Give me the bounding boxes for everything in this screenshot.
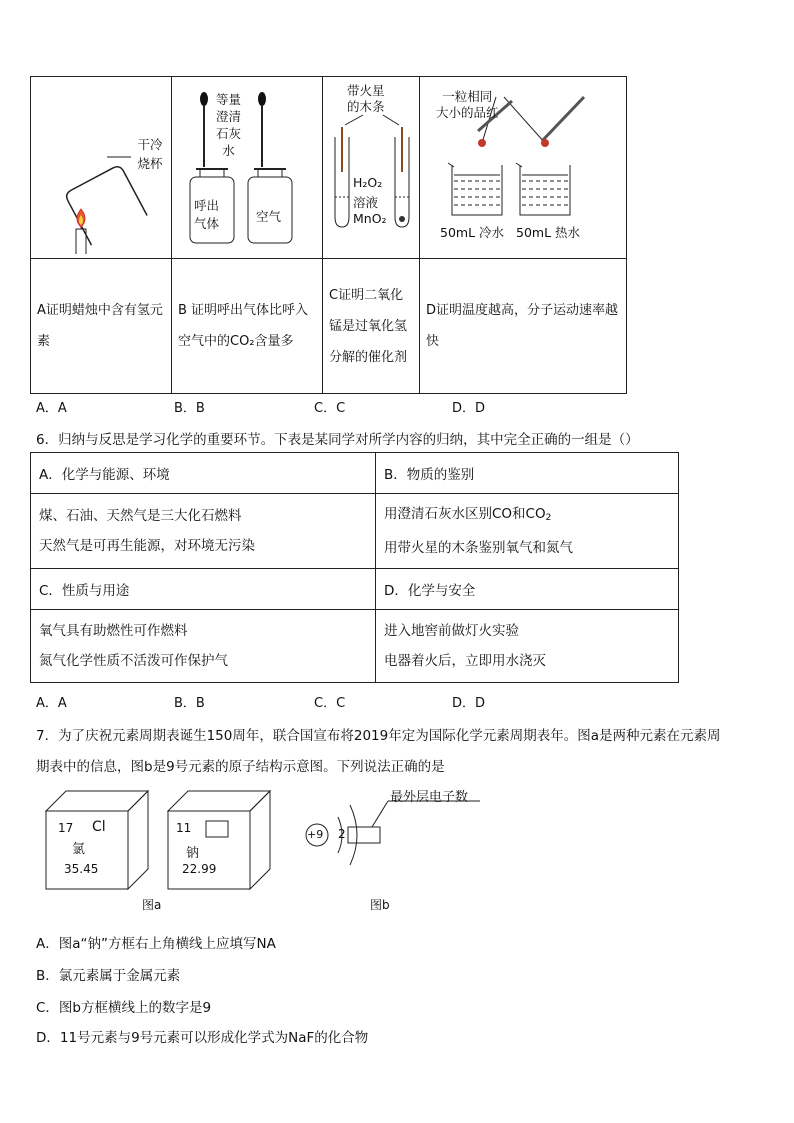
q6-a-line2: 天然气是可再生能源，对环境无污染 <box>39 538 255 554</box>
img-d-beaker1: 50mL 冷水 <box>440 225 505 240</box>
q6-table <box>30 452 679 683</box>
q5-img-d-cell <box>420 77 627 259</box>
q6-option-b[interactable]: B．B <box>174 696 205 711</box>
q6-a-head: A．化学与能源、环境 <box>31 453 376 494</box>
q7-option-b[interactable]: B．氯元素属于金属元素 <box>36 968 181 984</box>
na-mass: 22.99 <box>182 862 217 876</box>
q5-option-a[interactable]: A．A <box>36 401 67 416</box>
q6-option-a[interactable]: A．A <box>36 696 67 711</box>
q7-stem-line2: 期表中的信息，图b是9号元素的原子结构示意图。下列说法正确的是 <box>36 759 445 775</box>
figure-b-label: 图b <box>370 898 390 912</box>
q7-stem-line1: 7．为了庆祝元素周期表诞生150周年，联合国宣布将2019年定为国际化学元素周期表年。图a是两种元素在元素周 <box>36 728 721 744</box>
q5-caption-b: B 证明呼出气体比呼入空气中的CO₂含量多 <box>172 259 323 394</box>
img-c-h2o2: H₂O₂ <box>353 175 383 190</box>
q6-b-line1-text: 用澄清石灰水区别CO和CO <box>384 506 546 522</box>
q5-caption-d: D证明温度越高，分子运动速率越快 <box>420 259 627 394</box>
q5-table <box>30 76 627 394</box>
q6-c-head: C．性质与用途 <box>31 569 376 610</box>
q5-option-d[interactable]: D．D <box>452 401 486 416</box>
q6-d-head: D．化学与安全 <box>376 569 679 610</box>
q6-b-line1 <box>384 499 670 533</box>
q6-a-line1: 煤、石油、天然气是三大化石燃料 <box>39 508 242 524</box>
q6-c-line1: 氧气具有助燃性可作燃料 <box>39 623 188 639</box>
atom-inner-shell: 2 <box>338 827 346 841</box>
q5-caption-a: A证明蜡烛中含有氢元素 <box>31 259 172 394</box>
q5-option-c[interactable]: C．C <box>314 401 346 416</box>
q6-d-line2: 电器着火后，立即用水浇灭 <box>384 653 546 669</box>
q6-b-head: B．物质的鉴别 <box>376 453 679 494</box>
figure-a-label: 图a <box>142 898 162 912</box>
img-c-mno2: MnO₂ <box>353 211 387 226</box>
q6-stem: 6．归纳与反思是学习化学的重要环节。下表是某同学对所学内容的归纳，其中完全正确的一组是（） <box>36 432 639 448</box>
cl-mass: 35.45 <box>64 862 99 876</box>
q6-option-c[interactable]: C．C <box>314 696 346 711</box>
q7-option-a[interactable]: A．图a“钠”方框右上角横线上应填写NA <box>36 936 276 952</box>
q6-option-d[interactable]: D．D <box>452 696 486 711</box>
q6-b-line2: 用带火星的木条鉴别氧气和氮气 <box>384 540 573 556</box>
img-b-top-label: 等量 澄清 石灰 水 <box>216 92 242 158</box>
q6-c-line2: 氮气化学性质不活泼可作保护气 <box>39 653 228 669</box>
q5-caption-c: C证明二氧化锰是过氧化氢分解的催化剂 <box>323 259 420 394</box>
img-d-top-label: 一粒相同 大小的品红 <box>436 89 499 120</box>
atom-nucleus: +9 <box>307 828 324 841</box>
cl-symbol: Cl <box>92 819 106 835</box>
co2-subscript: 2 <box>545 513 552 523</box>
q5-option-b[interactable]: B．B <box>174 401 205 416</box>
q7-option-d[interactable]: D．11号元素与9号元素可以形成化学式为NaF的化合物 <box>36 1030 369 1046</box>
q5-img-a-cell <box>31 77 172 259</box>
q6-a-body <box>31 494 376 569</box>
q6-b-body <box>376 494 679 569</box>
q5-img-c-cell <box>323 77 420 259</box>
img-a-label: 干冷 烧杯 <box>137 136 163 171</box>
img-b-bottle2: 空气 <box>256 209 282 224</box>
q6-d-body <box>376 610 679 683</box>
na-name: 钠 <box>186 846 200 861</box>
img-c-sol: 溶液 <box>353 195 379 210</box>
cl-number: 17 <box>58 821 74 835</box>
img-b-bottle1: 呼出 气体 <box>194 198 220 231</box>
q7-option-c[interactable]: C．图b方框横线上的数字是9 <box>36 1000 212 1016</box>
img-c-top-label: 带火星 的木条 <box>347 83 385 114</box>
q5-img-b-cell <box>172 77 323 259</box>
cl-name: 氯 <box>72 842 86 857</box>
atom-callout: 最外层电子数 <box>390 790 469 805</box>
img-d-beaker2: 50mL 热水 <box>516 225 581 240</box>
q6-d-line1: 进入地窖前做灯火实验 <box>384 623 519 639</box>
q6-c-body <box>31 610 376 683</box>
na-number: 11 <box>176 821 192 835</box>
